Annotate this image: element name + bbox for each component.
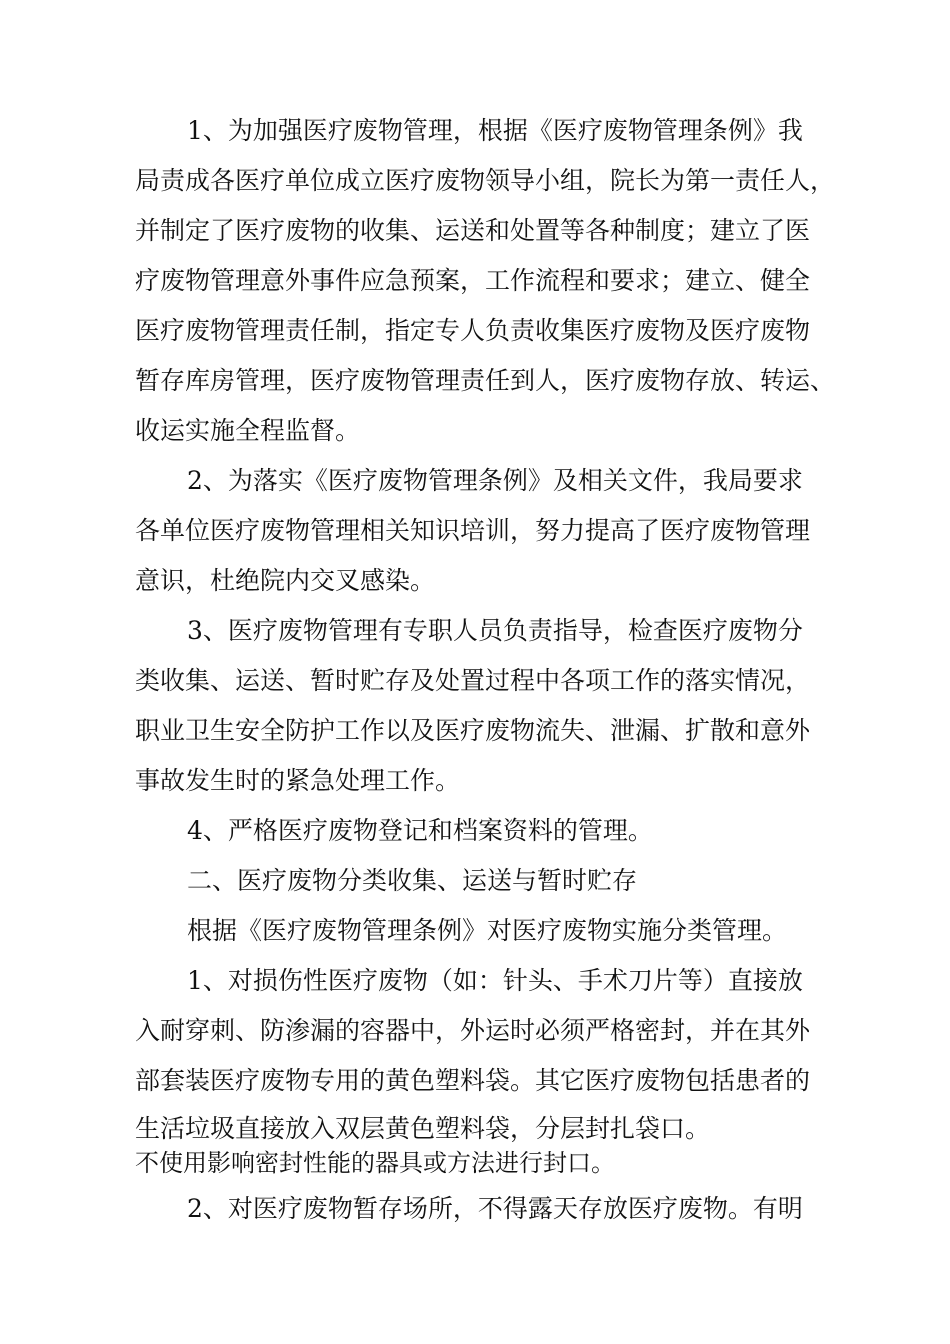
paragraph-2-line-1: 2、为落实《医疗废物管理条例》及相关文件，我局要求 — [187, 466, 803, 495]
paragraph-6-line-1: 1、对损伤性医疗废物（如：针头、手术刀片等）直接放 — [187, 966, 803, 995]
paragraph-3-line-1: 3、医疗废物管理有专职人员负责指导，检查医疗废物分 — [187, 616, 803, 645]
paragraph-6-line-5: 不使用影响密封性能的器具或方法进行封口。 — [135, 1149, 615, 1177]
paragraph-3-line-4: 事故发生时的紧急处理工作。 — [135, 766, 461, 795]
paragraph-1-line-3: 并制定了医疗废物的收集、运送和处置等各种制度；建立了医 — [135, 216, 811, 245]
paragraph-6-line-2: 入耐穿刺、防渗漏的容器中，外运时必须严格密封，并在其外 — [135, 1016, 811, 1045]
paragraph-1-line-5: 医疗废物管理责任制，指定专人负责收集医疗废物及医疗废物 — [135, 316, 811, 345]
paragraph-1-line-7: 收运实施全程监督。 — [135, 416, 361, 445]
paragraph-3-line-3: 职业卫生安全防护工作以及医疗废物流失、泄漏、扩散和意外 — [135, 716, 811, 745]
paragraph-2-line-3: 意识，杜绝院内交叉感染。 — [135, 566, 436, 595]
paragraph-1-line-2: 局责成各医疗单位成立医疗废物领导小组，院长为第一责任人， — [135, 166, 836, 195]
paragraph-6-line-3: 部套装医疗废物专用的黄色塑料袋。其它医疗废物包括患者的 — [135, 1066, 811, 1095]
paragraph-1-line-4: 疗废物管理意外事件应急预案，工作流程和要求；建立、健全 — [135, 266, 811, 295]
paragraph-4-line-1: 4、严格医疗废物登记和档案资料的管理。 — [187, 816, 653, 845]
paragraph-3-line-2: 类收集、运送、暂时贮存及处置过程中各项工作的落实情况， — [135, 666, 811, 695]
paragraph-1-line-6: 暂存库房管理，医疗废物管理责任到人，医疗废物存放、转运、 — [135, 366, 836, 395]
section-heading: 二、医疗废物分类收集、运送与暂时贮存 — [187, 866, 638, 895]
paragraph-6-line-4: 生活垃圾直接放入双层黄色塑料袋，分层封扎袋口。 — [135, 1114, 711, 1143]
paragraph-5-line-1: 根据《医疗废物管理条例》对医疗废物实施分类管理。 — [187, 916, 788, 945]
paragraph-1-line-1: 1、为加强医疗废物管理，根据《医疗废物管理条例》我 — [187, 116, 803, 145]
paragraph-7-line-1: 2、对医疗废物暂存场所，不得露天存放医疗废物。有明 — [187, 1194, 803, 1223]
paragraph-2-line-2: 各单位医疗废物管理相关知识培训，努力提高了医疗废物管理 — [135, 516, 811, 545]
